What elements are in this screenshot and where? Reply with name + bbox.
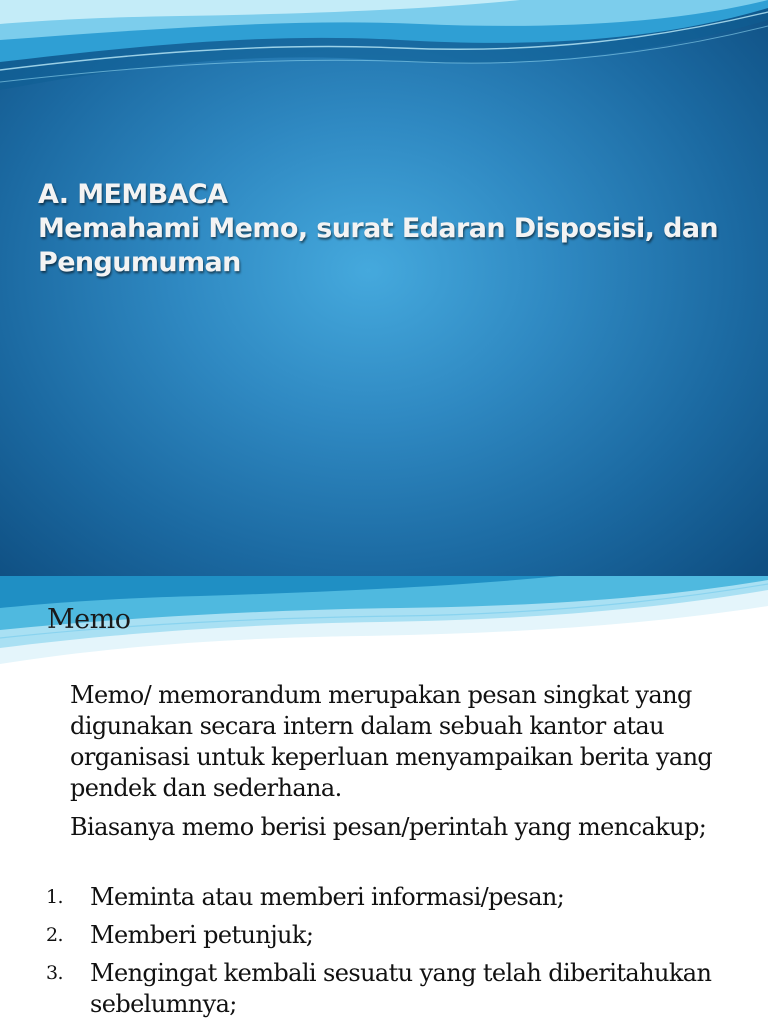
list-number: 2. (46, 924, 63, 946)
paragraph-definition: Memo/ memorandum merupakan pesan singkat yang digunakan secara intern dalam sebuah kantor atau organisasi untuk keperluan menyampaikan berita yang pendek dan sederhana. (70, 681, 713, 802)
list-text: Meminta atau memberi informasi/pesan; (90, 883, 565, 911)
list-text: Memberi petunjuk; (90, 921, 314, 949)
list-item (46, 882, 746, 913)
list-number: 1. (46, 886, 63, 908)
slide-heading: Memo (47, 604, 131, 635)
paragraph-intro: Biasanya memo berisi pesan/perintah yang mencakup; (70, 813, 707, 841)
numbered-list (46, 882, 746, 1024)
title-line-3: Pengumuman (38, 247, 241, 278)
title-line-1: A. MEMBACA (38, 179, 228, 210)
decorative-wave-header (0, 0, 768, 130)
content-slide (0, 576, 768, 1024)
list-item (46, 958, 746, 1020)
list-number: 3. (46, 962, 63, 984)
list-text: Mengingat kembali sesuatu yang telah diberitahukan sebelumnya; (90, 959, 712, 1018)
slide-title (38, 178, 738, 280)
list-item (46, 920, 746, 951)
title-line-2: Memahami Memo, surat Edaran Disposisi, dan (38, 213, 719, 244)
body-text (70, 680, 750, 843)
